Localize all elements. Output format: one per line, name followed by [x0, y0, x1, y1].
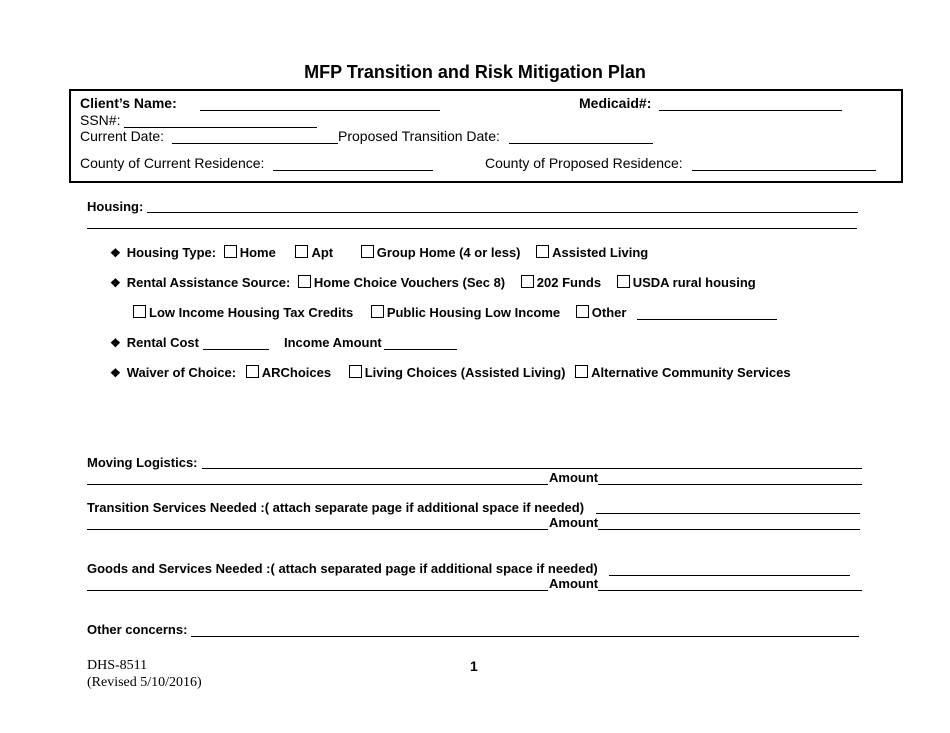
ssn-label: SSN#: [80, 112, 121, 128]
goods-amount-field[interactable] [598, 590, 862, 591]
moving-amount-field[interactable] [598, 484, 862, 485]
option-archoices: ARChoices [261, 365, 332, 380]
checkbox-home[interactable] [224, 245, 237, 258]
bullet-icon: ❖ [110, 366, 121, 380]
bullet-icon: ❖ [110, 276, 121, 290]
goods-amount-label: Amount [549, 576, 599, 591]
checkbox-public-housing[interactable] [371, 305, 384, 318]
client-name-field[interactable] [200, 110, 440, 111]
option-other: Other [591, 305, 627, 320]
rental-cost-field[interactable] [203, 349, 269, 350]
checkbox-lihtc[interactable] [133, 305, 146, 318]
transition-services-field[interactable] [596, 513, 860, 514]
option-usda: USDA rural housing [632, 275, 756, 290]
checkbox-assisted-living[interactable] [536, 245, 549, 258]
moving-logistics-field-line2[interactable] [87, 484, 548, 485]
bullet-icon: ❖ [110, 336, 121, 350]
transition-amount-field[interactable] [598, 529, 860, 530]
proposed-date-field[interactable] [509, 143, 653, 144]
page-number: 1 [470, 658, 478, 674]
checkbox-usda[interactable] [617, 275, 630, 288]
medicaid-label: Medicaid#: [579, 95, 652, 111]
housing-type-row [110, 245, 648, 260]
transition-services-label: Transition Services Needed :( attach separate page if additional space if needed) [87, 500, 585, 515]
option-public-housing: Public Housing Low Income [386, 305, 561, 320]
checkbox-home-choice[interactable] [298, 275, 311, 288]
option-living-choices: Living Choices (Assisted Living) [364, 365, 566, 380]
option-acs: Alternative Community Services [591, 365, 791, 380]
rental-cost-row [110, 335, 199, 350]
rental-assistance-label: Rental Assistance Source: [126, 275, 291, 290]
page-title: MFP Transition and Risk Mitigation Plan [304, 62, 646, 82]
option-group-home: Group Home (4 or less) [376, 245, 521, 260]
proposed-date-label: Proposed Transition Date: [338, 128, 500, 144]
rental-assistance-row [110, 275, 756, 290]
revised-date: (Revised 5/10/2016) [87, 675, 202, 690]
county-proposed-label: County of Proposed Residence: [485, 155, 683, 171]
checkbox-apt[interactable] [295, 245, 308, 258]
option-202-funds: 202 Funds [536, 275, 602, 290]
option-home-choice: Home Choice Vouchers (Sec 8) [313, 275, 506, 290]
county-current-label: County of Current Residence: [80, 155, 265, 171]
checkbox-living-choices[interactable] [349, 365, 362, 378]
moving-logistics-field[interactable] [202, 468, 862, 469]
checkbox-group-home[interactable] [361, 245, 374, 258]
county-current-field[interactable] [273, 170, 433, 171]
other-field[interactable] [637, 319, 777, 320]
moving-amount-label: Amount [549, 470, 599, 485]
current-date-field[interactable] [172, 143, 338, 144]
transition-services-field-line2[interactable] [87, 529, 548, 530]
checkbox-acs[interactable] [575, 365, 588, 378]
rental-assistance-row-2 [133, 305, 626, 320]
option-home: Home [239, 245, 276, 260]
option-apt: Apt [311, 245, 334, 260]
checkbox-other[interactable] [576, 305, 589, 318]
goods-services-field[interactable] [609, 575, 850, 576]
client-name-label: Client’s Name: [80, 95, 177, 111]
moving-logistics-label: Moving Logistics: [87, 455, 198, 470]
transition-amount-label: Amount [549, 515, 599, 530]
goods-services-label: Goods and Services Needed :( attach separated page if additional space if needed) [87, 561, 598, 576]
waiver-row [110, 365, 791, 380]
income-field[interactable] [384, 349, 457, 350]
form-number: DHS-8511 [87, 658, 148, 673]
other-concerns-label: Other concerns: [87, 622, 188, 637]
medicaid-field[interactable] [659, 110, 842, 111]
goods-services-field-line2[interactable] [87, 590, 548, 591]
housing-field-line2[interactable] [87, 228, 857, 229]
option-assisted-living: Assisted Living [552, 245, 649, 260]
rental-cost-label: Rental Cost [126, 335, 199, 350]
checkbox-202-funds[interactable] [521, 275, 534, 288]
option-lihtc: Low Income Housing Tax Credits [149, 305, 354, 320]
other-concerns-field[interactable] [191, 636, 859, 637]
income-label: Income Amount [284, 335, 382, 350]
housing-label: Housing: [87, 199, 144, 214]
housing-field[interactable] [147, 212, 858, 213]
waiver-label: Waiver of Choice: [126, 365, 237, 380]
bullet-icon: ❖ [110, 246, 121, 260]
housing-type-label: Housing Type: [126, 245, 217, 260]
county-proposed-field[interactable] [692, 170, 876, 171]
checkbox-archoices[interactable] [246, 365, 259, 378]
current-date-label: Current Date: [80, 128, 165, 144]
